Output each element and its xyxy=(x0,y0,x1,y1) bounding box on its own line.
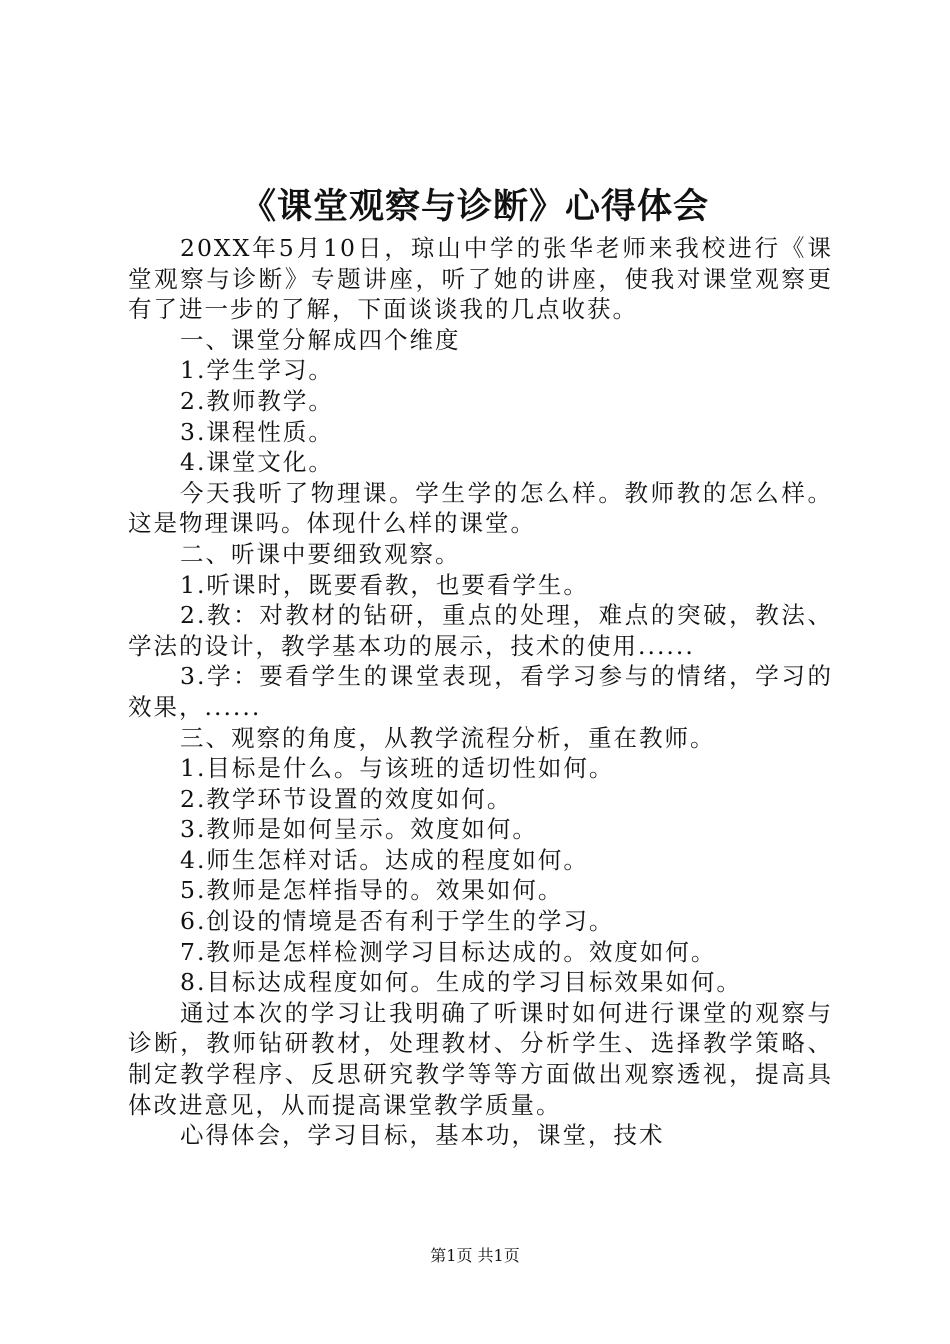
list-item: 2.教：对教材的钻研，重点的处理，难点的突破，教法、学法的设计，教学基本功的展示，技术的使用...... xyxy=(128,601,833,660)
list-item: 1.目标是什么。与该班的适切性如何。 xyxy=(180,754,615,783)
list-item: 3.学：要看学生的课堂表现，看学习参与的情绪，学习的效果，...... xyxy=(128,662,833,721)
document-title: 《课堂观察与诊断》心得体会 xyxy=(240,186,709,227)
list-item: 5.教师是怎样指导的。效果如何。 xyxy=(180,876,564,905)
section-heading-2: 二、听课中要细致观察。 xyxy=(180,539,461,568)
list-item: 1.学生学习。 xyxy=(180,356,334,385)
section-heading-3: 三、观察的角度，从教学流程分析，重在教师。 xyxy=(180,723,716,752)
paragraph-conclusion: 通过本次的学习让我明确了听课时如何进行课堂的观察与诊断，教师钻研教材，处理教材、分析学生、选择教学策略、制定教学程序、反思研究教学等等方面做出观察透视，提高具体改进意见，从而提高课堂教学质量。 xyxy=(128,998,833,1119)
list-item: 3.教师是如何呈示。效度如何。 xyxy=(180,815,538,844)
list-item: 7.教师是怎样检测学习目标达成的。效度如何。 xyxy=(180,937,717,966)
paragraph-intro: 20XX年5月10日，琼山中学的张华老师来我校进行《课堂观察与诊断》专题讲座，听了她的讲座，使我对课堂观察更有了进一步的了解，下面谈谈我的几点收获。 xyxy=(128,234,833,324)
list-item: 3.课程性质。 xyxy=(180,417,334,446)
list-item: 4.课堂文化。 xyxy=(180,448,334,477)
paragraph-physics-class: 今天我听了物理课。学生学的怎么样。教师教的怎么样。这是物理课吗。体现什么样的课堂。 xyxy=(128,478,833,538)
list-item: 6.创设的情境是否有利于学生的学习。 xyxy=(180,907,615,936)
section-heading-1: 一、课堂分解成四个维度 xyxy=(180,325,461,354)
list-item: 8.目标达成程度如何。生成的学习目标效果如何。 xyxy=(180,968,742,997)
list-item: 4.师生怎样对话。达成的程度如何。 xyxy=(180,845,589,874)
list-item: 2.教学环节设置的效度如何。 xyxy=(180,784,513,813)
list-item: 1.听课时，既要看教，也要看学生。 xyxy=(180,570,589,599)
keywords: 心得体会，学习目标，基本功，课堂，技术 xyxy=(180,1121,665,1150)
document-body xyxy=(128,233,833,1151)
list-item: 2.教师教学。 xyxy=(180,386,334,415)
page-footer: 第1页 共1页 xyxy=(430,1246,520,1265)
